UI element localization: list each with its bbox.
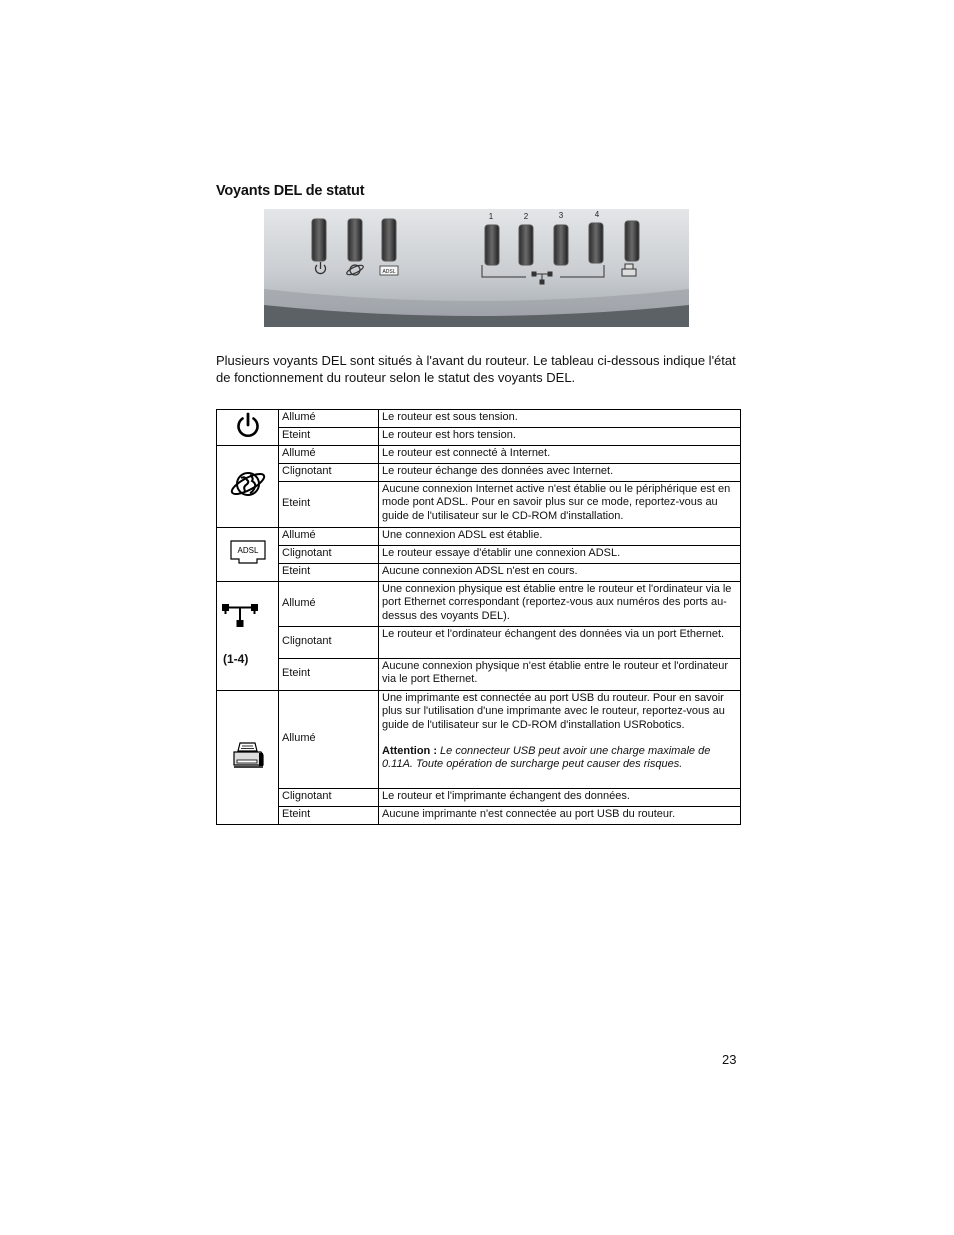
svg-text:ADSL: ADSL bbox=[237, 546, 258, 556]
led-ethernet-4 bbox=[589, 223, 603, 263]
power-icon-cell bbox=[217, 410, 279, 446]
port-number-3: 3 bbox=[558, 211, 564, 220]
state-cell: Eteint bbox=[279, 428, 379, 446]
description-cell: Une connexion ADSL est établie. bbox=[379, 528, 741, 546]
table-row bbox=[217, 659, 741, 691]
table-row bbox=[217, 789, 741, 807]
attention-label: Attention : bbox=[382, 744, 437, 757]
description-cell: Le routeur est hors tension. bbox=[379, 428, 741, 446]
state-cell: Allumé bbox=[279, 446, 379, 464]
led-usb bbox=[625, 221, 639, 261]
table-row bbox=[217, 807, 741, 825]
description-cell: Le routeur échange des données avec Internet. bbox=[379, 464, 741, 482]
table-row bbox=[217, 410, 741, 428]
attention-text: Le connecteur USB peut avoir une charge maximale de 0.11A. Toute opération de surcharge peut causer des risques. bbox=[382, 744, 711, 771]
state-cell: Eteint bbox=[279, 564, 379, 582]
adsl-icon-cell bbox=[217, 528, 279, 582]
state-cell: Allumé bbox=[279, 410, 379, 428]
state-cell: Clignotant bbox=[279, 789, 379, 807]
ethernet-network-icon bbox=[220, 602, 260, 630]
printer-icon-cell bbox=[217, 691, 279, 825]
table-row bbox=[217, 691, 741, 789]
ports-range-label: (1-4) bbox=[223, 651, 249, 666]
state-cell: Allumé bbox=[279, 691, 379, 789]
page-number: 23 bbox=[722, 1052, 737, 1067]
state-cell: Clignotant bbox=[279, 464, 379, 482]
adsl-port-icon bbox=[229, 538, 267, 566]
router-front-panel-image bbox=[264, 209, 689, 327]
state-cell: Clignotant bbox=[279, 627, 379, 659]
state-cell: Allumé bbox=[279, 528, 379, 546]
usb-description-text: Une imprimante est connectée au port USB du routeur. Pour en savoir plus sur l'utilisation d'une imprimante avec le routeur, reportez-vous au guide de l'utilisateur sur le CD-ROM d'installation USRobotics. bbox=[382, 692, 725, 731]
table-row bbox=[217, 446, 741, 464]
table-row bbox=[217, 528, 741, 546]
internet-icon-cell bbox=[217, 446, 279, 528]
internet-globe-icon bbox=[228, 468, 268, 500]
description-cell: Le routeur et l'ordinateur échangent des données via un port Ethernet. bbox=[379, 627, 741, 659]
svg-text:ADSL: ADSL bbox=[382, 269, 396, 275]
description-cell: Le routeur essaye d'établir une connexion ADSL. bbox=[379, 546, 741, 564]
section-title: Voyants DEL de statut bbox=[216, 183, 365, 199]
port-number-1: 1 bbox=[488, 212, 494, 221]
port-number-4: 4 bbox=[594, 210, 600, 219]
description-cell: Aucune connexion ADSL n'est en cours. bbox=[379, 564, 741, 582]
adsl-symbol-icon bbox=[380, 266, 398, 275]
description-cell: Le routeur et l'imprimante échangent des données. bbox=[379, 789, 741, 807]
led-ethernet-1 bbox=[485, 225, 499, 265]
description-cell: Aucune imprimante n'est connectée au port USB du routeur. bbox=[379, 807, 741, 825]
led-status-table bbox=[216, 409, 741, 825]
led-ethernet-2 bbox=[519, 225, 533, 265]
description-cell: Aucune connexion physique n'est établie entre le routeur et l'ordinateur via le port Ethernet. bbox=[379, 659, 741, 691]
table-row bbox=[217, 627, 741, 659]
description-cell: Aucune connexion Internet active n'est établie ou le périphérique est en mode pont ADSL. Pour en savoir plus sur ce mode, reportez-vous au guide de l'utilisateur sur le CD-ROM d'installation. bbox=[379, 482, 741, 528]
attention-note bbox=[382, 745, 737, 772]
intro-paragraph: Plusieurs voyants DEL sont situés à l'avant du routeur. Le tableau ci-dessous indique l'état de fonctionnement du routeur selon le statut des voyants DEL. bbox=[216, 353, 736, 385]
description-cell bbox=[379, 691, 741, 789]
printer-icon bbox=[231, 740, 265, 770]
table-row bbox=[217, 464, 741, 482]
table-row bbox=[217, 582, 741, 627]
led-ethernet-3 bbox=[554, 225, 568, 265]
table-row bbox=[217, 564, 741, 582]
table-row bbox=[217, 546, 741, 564]
state-cell: Eteint bbox=[279, 482, 379, 528]
state-cell: Allumé bbox=[279, 582, 379, 627]
description-cell: Le routeur est sous tension. bbox=[379, 410, 741, 428]
led-adsl bbox=[382, 219, 396, 261]
power-icon bbox=[234, 411, 262, 439]
description-cell: Le routeur est connecté à Internet. bbox=[379, 446, 741, 464]
state-cell: Clignotant bbox=[279, 546, 379, 564]
state-cell: Eteint bbox=[279, 659, 379, 691]
port-number-2: 2 bbox=[523, 212, 529, 221]
state-cell: Eteint bbox=[279, 807, 379, 825]
ethernet-icon-cell bbox=[217, 582, 279, 691]
led-internet bbox=[348, 219, 362, 261]
table-row bbox=[217, 428, 741, 446]
led-power bbox=[312, 219, 326, 261]
description-cell: Une connexion physique est établie entre le routeur et l'ordinateur via le port Ethernet correspondant (reportez-vous aux numéros des ports au-dessus des voyants DEL). bbox=[379, 582, 741, 627]
table-row bbox=[217, 482, 741, 528]
